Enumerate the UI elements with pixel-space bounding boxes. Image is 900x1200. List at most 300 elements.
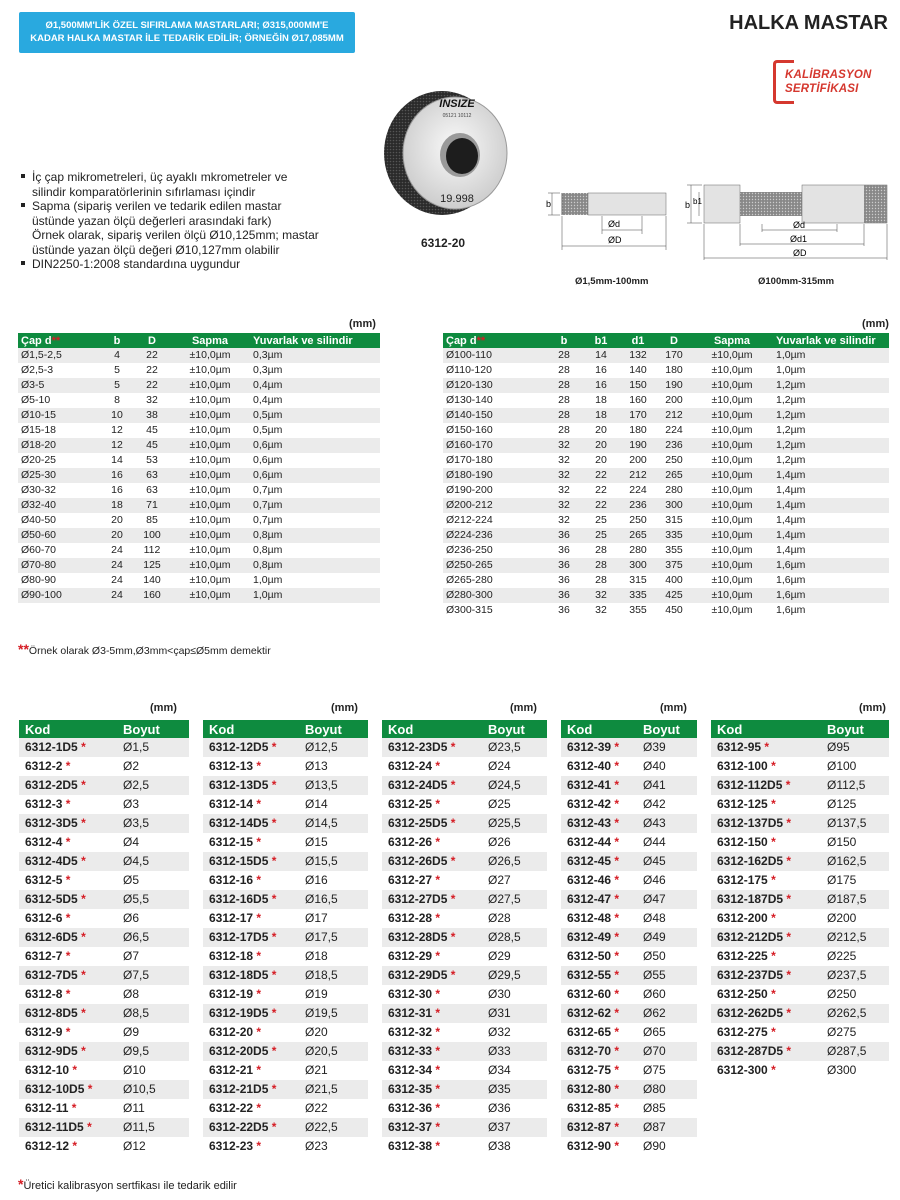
code-row xyxy=(19,795,189,814)
spec-cell: 1,6µm xyxy=(773,603,889,618)
spec-cell: 36 xyxy=(545,603,583,618)
spec-cell: 375 xyxy=(657,558,691,573)
bullet-1: İç çap mikrometreleri, üç ayaklı mkrometreler ve silindir komparatörlerinin sıfırlaması içindir xyxy=(18,170,368,199)
code-cell: 6312-32 * xyxy=(382,1023,482,1042)
calibration-star-icon: * xyxy=(450,816,456,830)
spec-cell: 280 xyxy=(619,543,657,558)
calibration-star-icon: * xyxy=(435,987,441,1001)
calibration-star-icon: * xyxy=(450,854,456,868)
calibration-star-icon: * xyxy=(256,1101,262,1115)
calibration-star-icon: * xyxy=(271,1006,277,1020)
spec-cell: 16 xyxy=(100,468,134,483)
calibration-star-icon: * xyxy=(771,873,776,887)
col-header-cap: Çap d** xyxy=(443,333,545,348)
spec-cell: ±10,0µm xyxy=(170,468,250,483)
spec-cell: Ø212-224 xyxy=(443,513,545,528)
size-cell: Ø29 xyxy=(482,947,547,966)
code-cell: 6312-75 * xyxy=(561,1061,637,1080)
code-row xyxy=(561,1099,697,1118)
code-cell: 6312-1D5 * xyxy=(19,738,117,757)
spec-cell: ±10,0µm xyxy=(691,393,773,408)
col-header-b: b xyxy=(545,333,583,348)
code-row xyxy=(711,757,889,776)
calibration-star-icon: * xyxy=(435,835,441,849)
spec-cell: ±10,0µm xyxy=(691,603,773,618)
code-cell: 6312-4 * xyxy=(19,833,117,852)
spec-cell: 1,0µm xyxy=(773,363,889,378)
calibration-star-icon: * xyxy=(450,778,456,792)
spec-cell: 71 xyxy=(134,498,170,513)
spec-cell: 32 xyxy=(545,468,583,483)
spec-cell: 300 xyxy=(619,558,657,573)
spec-row xyxy=(443,528,889,543)
code-cell: 6312-12D5 * xyxy=(203,738,299,757)
info-banner xyxy=(19,12,355,53)
dim2-d1-label: Ød1 xyxy=(790,234,808,244)
code-row xyxy=(711,1042,889,1061)
spec-cell: 16 xyxy=(583,378,619,393)
size-cell: Ø3,5 xyxy=(117,814,189,833)
calibration-star-icon: * xyxy=(614,892,620,906)
spec-cell: Ø110-120 xyxy=(443,363,545,378)
code-table-1-unit: (mm) xyxy=(150,702,177,714)
code-row xyxy=(711,985,889,1004)
size-cell: Ø100 xyxy=(821,757,889,776)
calibration-star-icon: * xyxy=(271,854,277,868)
spec-cell: Ø18-20 xyxy=(18,438,100,453)
code-cell: 6312-6 * xyxy=(19,909,117,928)
spec-cell: Ø250-265 xyxy=(443,558,545,573)
spec-cell: Ø140-150 xyxy=(443,408,545,423)
size-cell: Ø17 xyxy=(299,909,368,928)
col-header-kod: Kod xyxy=(19,720,117,738)
spec-row xyxy=(18,363,380,378)
spec-cell: 10 xyxy=(100,408,134,423)
size-cell: Ø24 xyxy=(482,757,547,776)
spec-cell: 36 xyxy=(545,558,583,573)
size-cell: Ø29,5 xyxy=(482,966,547,985)
size-cell: Ø6 xyxy=(117,909,189,928)
calibration-star-icon: * xyxy=(435,949,441,963)
code-cell: 6312-225 * xyxy=(711,947,821,966)
size-cell: Ø250 xyxy=(821,985,889,1004)
calibration-star-icon: * xyxy=(771,1025,776,1039)
spec-cell: 32 xyxy=(545,498,583,513)
spec-cell: ±10,0µm xyxy=(691,573,773,588)
spec-cell: 0,8µm xyxy=(250,543,380,558)
spec-row xyxy=(443,603,889,618)
spec-cell: 0,7µm xyxy=(250,498,380,513)
size-cell: Ø13,5 xyxy=(299,776,368,795)
spec-cell: ±10,0µm xyxy=(691,348,773,363)
calibration-star-icon: * xyxy=(65,759,71,773)
calibration-star-icon: * xyxy=(81,892,86,906)
spec-cell: Ø100-110 xyxy=(443,348,545,363)
code-row xyxy=(711,909,889,928)
size-cell: Ø3 xyxy=(117,795,189,814)
code-cell: 6312-18 * xyxy=(203,947,299,966)
spec-cell: 200 xyxy=(619,453,657,468)
spec-cell: 265 xyxy=(657,468,691,483)
code-row xyxy=(561,757,697,776)
code-row xyxy=(382,852,547,871)
code-row xyxy=(19,1080,189,1099)
calibration-star-icon: * xyxy=(271,778,277,792)
size-cell: Ø46 xyxy=(637,871,697,890)
code-row xyxy=(203,852,368,871)
col-header-D: D xyxy=(134,333,170,348)
spec-cell: 24 xyxy=(100,573,134,588)
spec-cell: 1,6µm xyxy=(773,573,889,588)
size-cell: Ø6,5 xyxy=(117,928,189,947)
calibration-star-icon: * xyxy=(771,949,776,963)
certificate-bracket-icon xyxy=(773,60,794,104)
calibration-star-icon: * xyxy=(786,968,792,982)
code-row xyxy=(711,890,889,909)
spec-cell: Ø2,5-3 xyxy=(18,363,100,378)
spec-cell: 28 xyxy=(583,573,619,588)
code-cell: 6312-28 * xyxy=(382,909,482,928)
size-cell: Ø90 xyxy=(637,1137,697,1156)
code-cell: 6312-8D5 * xyxy=(19,1004,117,1023)
spec-cell: Ø170-180 xyxy=(443,453,545,468)
spec-cell: Ø200-212 xyxy=(443,498,545,513)
spec-cell: 16 xyxy=(100,483,134,498)
size-cell: Ø300 xyxy=(821,1061,889,1080)
size-cell: Ø137,5 xyxy=(821,814,889,833)
code-row xyxy=(382,890,547,909)
code-cell: 6312-262D5 * xyxy=(711,1004,821,1023)
certificate-line-1: KALİBRASYON xyxy=(785,69,872,81)
code-cell: 6312-137D5 * xyxy=(711,814,821,833)
code-row xyxy=(203,966,368,985)
calibration-star-icon: * xyxy=(764,740,770,754)
col-header-boyut: Boyut xyxy=(637,720,697,738)
code-row xyxy=(19,757,189,776)
size-cell: Ø275 xyxy=(821,1023,889,1042)
spec-cell: 0,4µm xyxy=(250,378,380,393)
spec-row xyxy=(18,558,380,573)
code-cell: 6312-37 * xyxy=(382,1118,482,1137)
code-row xyxy=(711,947,889,966)
spec-cell: 22 xyxy=(583,468,619,483)
spec-cell: 28 xyxy=(545,363,583,378)
calibration-certificate-logo xyxy=(773,60,893,102)
size-cell: Ø41 xyxy=(637,776,697,795)
size-table-large xyxy=(443,333,889,618)
code-row xyxy=(382,1118,547,1137)
code-table-2 xyxy=(203,720,368,1156)
size-cell: Ø262,5 xyxy=(821,1004,889,1023)
spec-cell: ±10,0µm xyxy=(170,438,250,453)
dim2-b1-label: b1 xyxy=(693,197,702,206)
size-cell: Ø17,5 xyxy=(299,928,368,947)
calibration-star-icon: * xyxy=(72,1063,78,1077)
code-cell: 6312-19 * xyxy=(203,985,299,1004)
calibration-star-icon: * xyxy=(256,911,262,925)
size-cell: Ø18 xyxy=(299,947,368,966)
size-cell: Ø43 xyxy=(637,814,697,833)
col-header-sapma: Sapma xyxy=(170,333,250,348)
code-cell: 6312-80 * xyxy=(561,1080,637,1099)
calibration-star-icon: * xyxy=(65,911,71,925)
size-cell: Ø22 xyxy=(299,1099,368,1118)
size-cell: Ø8,5 xyxy=(117,1004,189,1023)
calibration-star-icon: * xyxy=(81,930,86,944)
spec-cell: 1,4µm xyxy=(773,498,889,513)
spec-cell: Ø120-130 xyxy=(443,378,545,393)
code-row xyxy=(711,966,889,985)
size-cell: Ø5 xyxy=(117,871,189,890)
spec-cell: ±10,0µm xyxy=(170,573,250,588)
code-cell: 6312-275 * xyxy=(711,1023,821,1042)
code-cell: 6312-27 * xyxy=(382,871,482,890)
calibration-star-icon: * xyxy=(271,816,277,830)
spec-cell: 63 xyxy=(134,483,170,498)
code-row xyxy=(382,966,547,985)
size-cell: Ø15,5 xyxy=(299,852,368,871)
code-row xyxy=(203,1023,368,1042)
code-row xyxy=(19,947,189,966)
calibration-star-icon: * xyxy=(614,1063,620,1077)
calibration-star-icon: * xyxy=(614,987,620,1001)
spec-cell: 1,4µm xyxy=(773,528,889,543)
code-row xyxy=(203,1080,368,1099)
size-cell: Ø13 xyxy=(299,757,368,776)
calibration-star-icon: * xyxy=(271,930,277,944)
calibration-star-icon: * xyxy=(271,1044,277,1058)
code-cell: 6312-17 * xyxy=(203,909,299,928)
spec-cell: 20 xyxy=(100,513,134,528)
calibration-star-icon: * xyxy=(81,854,86,868)
calibration-star-icon: * xyxy=(72,1139,78,1153)
spec-cell: 180 xyxy=(657,363,691,378)
serial-text: 05121 10112 xyxy=(442,113,472,119)
spec-cell: 53 xyxy=(134,453,170,468)
spec-row xyxy=(443,438,889,453)
table2-unit: (mm) xyxy=(862,318,889,330)
code-row xyxy=(203,738,368,757)
spec-row xyxy=(18,453,380,468)
spec-row xyxy=(18,393,380,408)
size-cell: Ø10,5 xyxy=(117,1080,189,1099)
code-row xyxy=(561,1061,697,1080)
size-cell: Ø36 xyxy=(482,1099,547,1118)
calibration-star-icon: * xyxy=(614,759,620,773)
code-cell: 6312-19D5 * xyxy=(203,1004,299,1023)
spec-cell: 125 xyxy=(134,558,170,573)
size-cell: Ø225 xyxy=(821,947,889,966)
calibration-star-icon: * xyxy=(771,797,776,811)
code-row xyxy=(561,1137,697,1156)
spec-cell: 28 xyxy=(583,558,619,573)
spec-cell: 85 xyxy=(134,513,170,528)
size-cell: Ø49 xyxy=(637,928,697,947)
size-cell: Ø40 xyxy=(637,757,697,776)
code-cell: 6312-237D5 * xyxy=(711,966,821,985)
spec-cell: ±10,0µm xyxy=(691,528,773,543)
code-row xyxy=(203,795,368,814)
calibration-star-icon: * xyxy=(614,949,620,963)
code-row xyxy=(561,928,697,947)
col-header-b1: b1 xyxy=(583,333,619,348)
calibration-star-icon: * xyxy=(87,1082,93,1096)
spec-cell: 32 xyxy=(583,588,619,603)
spec-cell: 32 xyxy=(583,603,619,618)
calibration-star-icon: * xyxy=(435,797,441,811)
code-cell: 6312-38 * xyxy=(382,1137,482,1156)
spec-cell: Ø40-50 xyxy=(18,513,100,528)
code-cell: 6312-41 * xyxy=(561,776,637,795)
spec-cell: ±10,0µm xyxy=(691,423,773,438)
calibration-star-icon: * xyxy=(271,892,277,906)
ring-gauge-drawing-large xyxy=(682,180,897,275)
spec-cell: ±10,0µm xyxy=(170,498,250,513)
spec-cell: 1,6µm xyxy=(773,558,889,573)
calibration-star-icon: * xyxy=(256,759,262,773)
size-cell: Ø212,5 xyxy=(821,928,889,947)
code-row xyxy=(561,966,697,985)
code-row xyxy=(561,795,697,814)
code-cell: 6312-49 * xyxy=(561,928,637,947)
code-cell: 6312-112D5 * xyxy=(711,776,821,795)
calibration-star-icon: * xyxy=(271,1120,277,1134)
calibration-star-icon: * xyxy=(450,930,456,944)
code-row xyxy=(711,795,889,814)
spec-cell: 280 xyxy=(657,483,691,498)
dim2-D-label: ØD xyxy=(793,248,807,258)
spec-cell: 14 xyxy=(583,348,619,363)
spec-cell: ±10,0µm xyxy=(170,393,250,408)
col-header-boyut: Boyut xyxy=(299,720,368,738)
spec-cell: 28 xyxy=(545,348,583,363)
size-cell: Ø23 xyxy=(299,1137,368,1156)
code-cell: 6312-187D5 * xyxy=(711,890,821,909)
spec-cell: 36 xyxy=(545,528,583,543)
calibration-star-icon: * xyxy=(81,816,86,830)
size-cell: Ø15 xyxy=(299,833,368,852)
spec-cell: 63 xyxy=(134,468,170,483)
ring-gauge-photo xyxy=(380,85,520,235)
calibration-star-icon: * xyxy=(771,835,776,849)
spec-row xyxy=(18,588,380,603)
size-cell: Ø27,5 xyxy=(482,890,547,909)
spec-cell: 18 xyxy=(100,498,134,513)
code-cell: 6312-150 * xyxy=(711,833,821,852)
calibration-star-icon: * xyxy=(256,835,262,849)
calibration-star-icon: * xyxy=(614,1139,620,1153)
spec-row xyxy=(443,513,889,528)
code-row xyxy=(711,814,889,833)
feature-list xyxy=(18,170,368,272)
code-cell: 6312-6D5 * xyxy=(19,928,117,947)
spec-cell: 0,5µm xyxy=(250,423,380,438)
size-cell: Ø26 xyxy=(482,833,547,852)
size-cell: Ø60 xyxy=(637,985,697,1004)
certificate-line-2: SERTİFİKASI xyxy=(785,83,859,95)
size-cell: Ø18,5 xyxy=(299,966,368,985)
spec-row xyxy=(18,408,380,423)
size-cell: Ø7 xyxy=(117,947,189,966)
code-row xyxy=(711,776,889,795)
code-cell: 6312-212D5 * xyxy=(711,928,821,947)
code-row xyxy=(382,947,547,966)
dim-D-label: ØD xyxy=(608,235,622,245)
code-cell: 6312-42 * xyxy=(561,795,637,814)
calibration-star-icon: * xyxy=(614,740,620,754)
code-row xyxy=(19,776,189,795)
calibration-star-icon: * xyxy=(435,1139,441,1153)
code-row xyxy=(19,871,189,890)
spec-cell: 0,8µm xyxy=(250,558,380,573)
calibration-star-icon: * xyxy=(435,1044,441,1058)
code-cell: 6312-9D5 * xyxy=(19,1042,117,1061)
calibration-star-icon: * xyxy=(614,968,620,982)
spec-cell: Ø70-80 xyxy=(18,558,100,573)
spec-row xyxy=(443,348,889,363)
spec-cell: Ø50-60 xyxy=(18,528,100,543)
code-cell: 6312-287D5 * xyxy=(711,1042,821,1061)
code-cell: 6312-100 * xyxy=(711,757,821,776)
col-header-yuvarlak: Yuvarlak ve silindir xyxy=(250,333,380,348)
spec-cell: Ø130-140 xyxy=(443,393,545,408)
size-cell: Ø12,5 xyxy=(299,738,368,757)
size-cell: Ø4,5 xyxy=(117,852,189,871)
calibration-star-icon: * xyxy=(81,1044,86,1058)
code-cell: 6312-17D5 * xyxy=(203,928,299,947)
code-row xyxy=(19,1137,189,1156)
spec-row xyxy=(18,468,380,483)
calibration-star-icon: * xyxy=(65,1025,71,1039)
size-cell: Ø50 xyxy=(637,947,697,966)
code-cell: 6312-50 * xyxy=(561,947,637,966)
size-cell: Ø26,5 xyxy=(482,852,547,871)
spec-cell: 160 xyxy=(619,393,657,408)
spec-cell: ±10,0µm xyxy=(691,558,773,573)
code-row xyxy=(203,776,368,795)
code-row xyxy=(203,1099,368,1118)
spec-cell: ±10,0µm xyxy=(170,543,250,558)
code-row xyxy=(203,1042,368,1061)
spec-cell: Ø80-90 xyxy=(18,573,100,588)
col-header-yuvarlak: Yuvarlak ve silindir xyxy=(773,333,889,348)
spec-cell: ±10,0µm xyxy=(170,483,250,498)
spec-cell: ±10,0µm xyxy=(691,498,773,513)
code-cell: 6312-40 * xyxy=(561,757,637,776)
spec-cell: 1,2µm xyxy=(773,408,889,423)
calibration-star-icon: * xyxy=(435,759,441,773)
spec-cell: ±10,0µm xyxy=(691,363,773,378)
dim2-b-label: b xyxy=(685,200,691,210)
size-cell: Ø48 xyxy=(637,909,697,928)
col-header-kod: Kod xyxy=(382,720,482,738)
spec-row xyxy=(443,588,889,603)
spec-row xyxy=(18,378,380,393)
code-row xyxy=(382,1137,547,1156)
code-row xyxy=(561,738,697,757)
code-cell: 6312-200 * xyxy=(711,909,821,928)
size-cell: Ø5,5 xyxy=(117,890,189,909)
code-cell: 6312-29D5 * xyxy=(382,966,482,985)
calibration-star-icon: * xyxy=(614,854,620,868)
code-row xyxy=(203,1118,368,1137)
spec-row xyxy=(443,393,889,408)
code-cell: 6312-60 * xyxy=(561,985,637,1004)
spec-cell: 28 xyxy=(545,408,583,423)
spec-cell: Ø280-300 xyxy=(443,588,545,603)
size-cell: Ø16,5 xyxy=(299,890,368,909)
size-cell: Ø175 xyxy=(821,871,889,890)
